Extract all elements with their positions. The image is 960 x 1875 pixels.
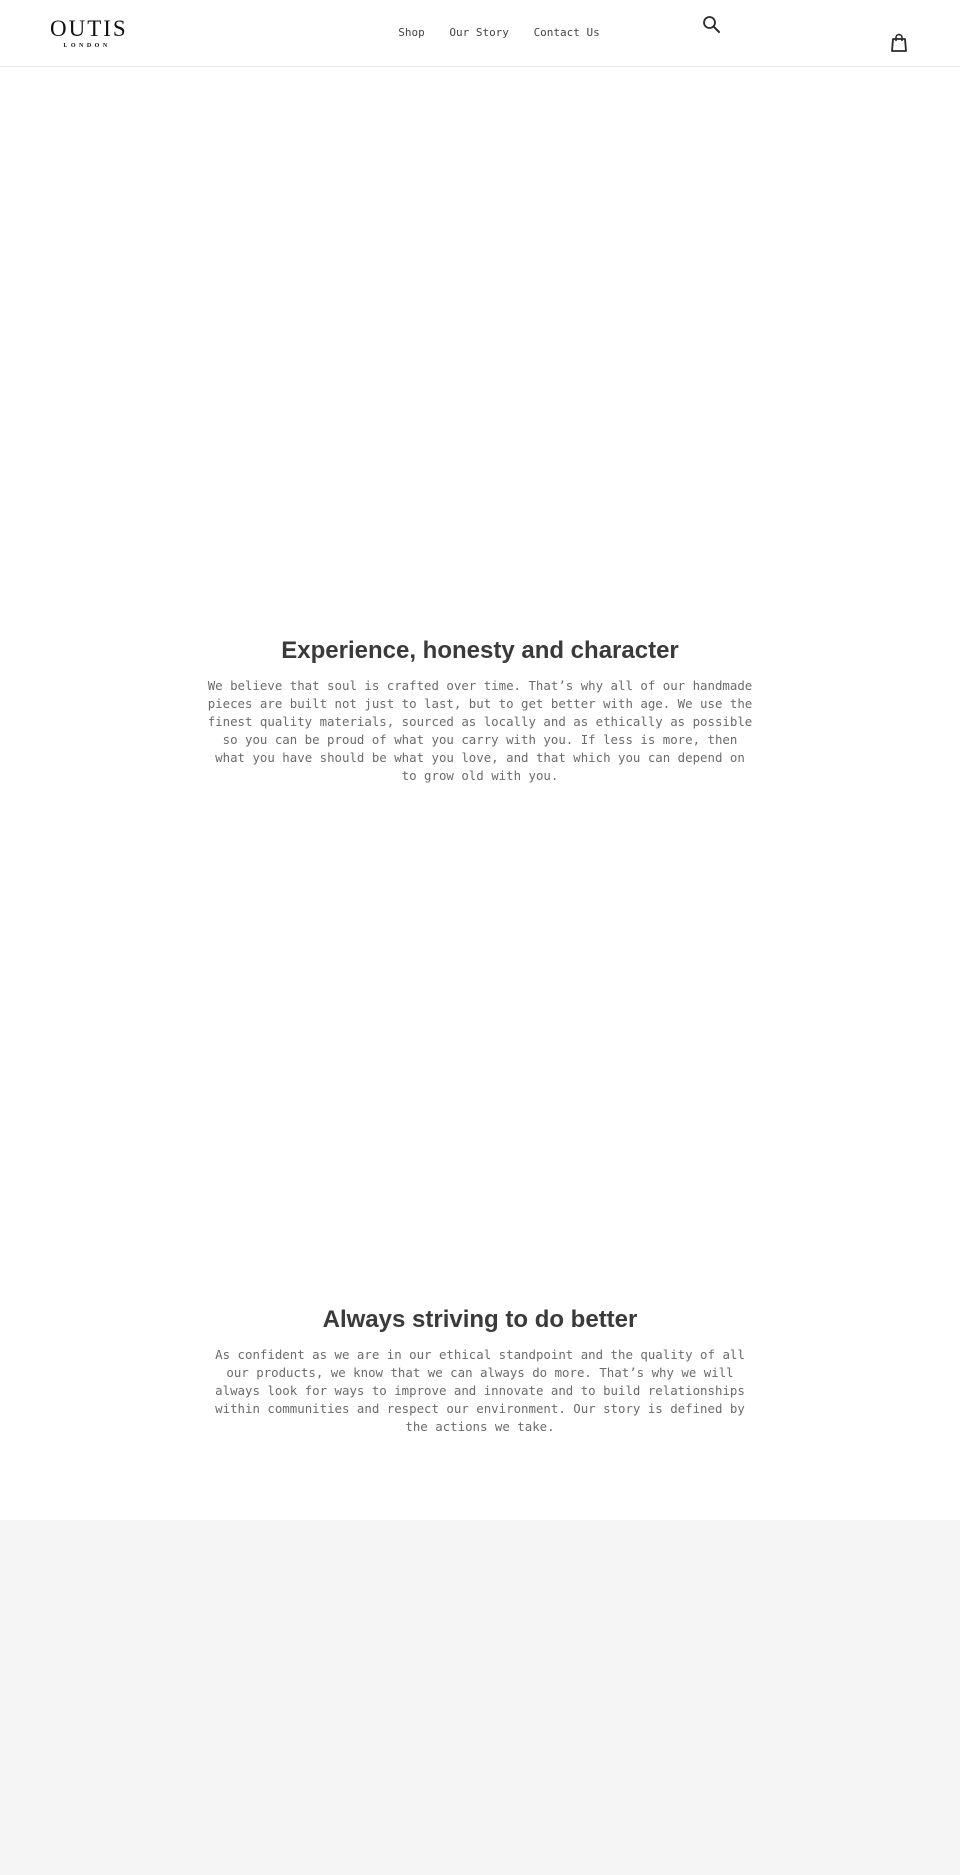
section-body: As confident as we are in our ethical standpoint and the quality of all our products, we know that we can always do more. That’s why we will always look for ways to improve and innovate and to build relationships within communities and respect our environment. Our story is defined by the actions we take. [215,1347,745,1434]
section-heading: Always striving to do better [322,1306,638,1333]
shopping-bag-icon [889,33,909,53]
main-nav [0,25,960,41]
feature-section-striving [205,1305,755,1436]
site-header [0,0,960,67]
search-button[interactable] [702,15,722,35]
search-icon [702,15,722,35]
nav-item-our-story[interactable]: Our Story [449,26,509,39]
nav-item-contact-us[interactable]: Contact Us [533,26,600,39]
hero-image-area [0,68,960,628]
footer-band [0,1520,960,1875]
nav-list [389,25,609,41]
section-heading: Experience, honesty and character [281,637,679,664]
feature-section-experience [205,636,755,785]
nav-item-shop[interactable]: Shop [398,26,425,39]
section-body: We believe that soul is crafted over time. That’s why all of our handmade pieces are built not just to last, but to get better with age. We use the finest quality materials, sourced as locally and as ethically as possible so you can be proud of what you carry with you. If less is more, then what you have should be what you love, and that which you can depend on to grow old with you. [207,678,753,783]
brand-name: OUTIS [50,16,128,41]
cart-button[interactable] [889,33,909,53]
brand-subtitle: LONDON [63,43,111,49]
